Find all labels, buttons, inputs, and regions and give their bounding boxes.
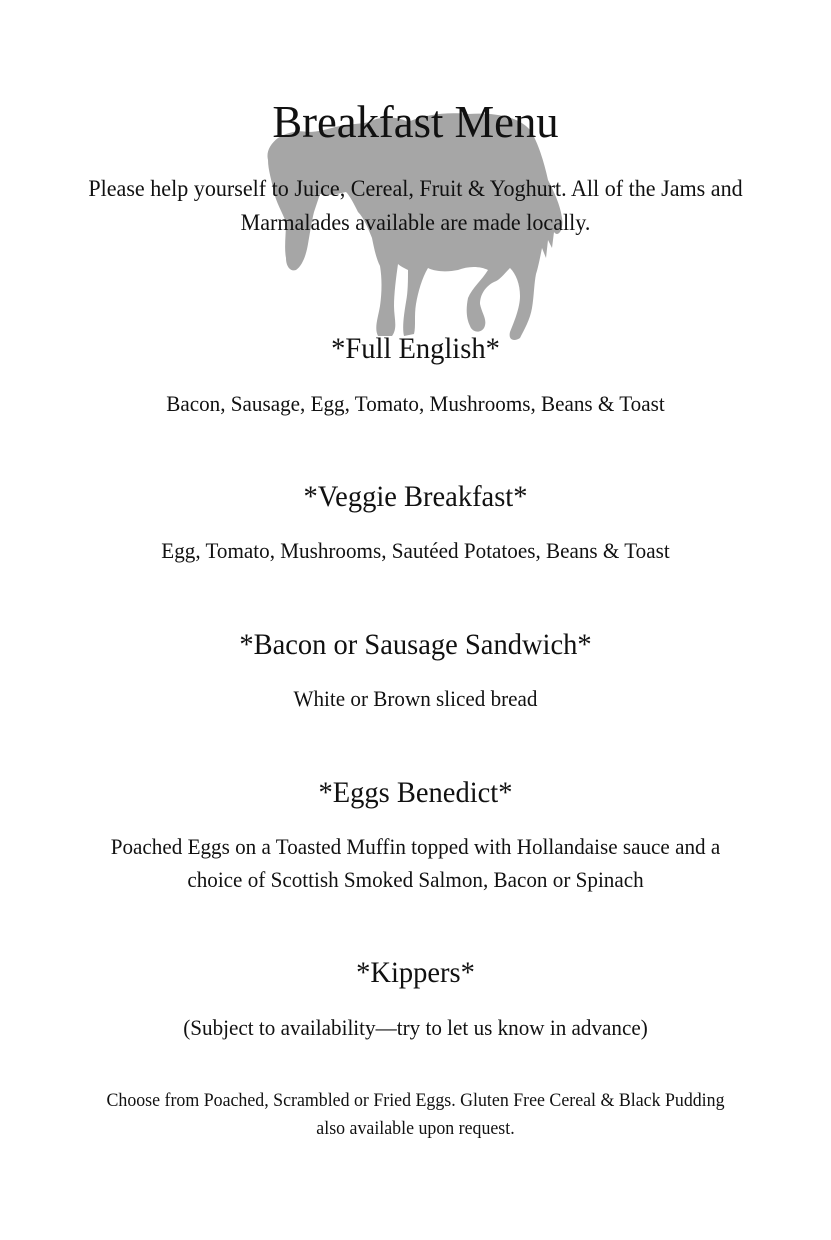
intro-line-1: Please help yourself to Juice, Cereal, Fruit & Yoghurt. All of the Jams and [88, 176, 743, 201]
menu-item-heading-full-english: *Full English* [331, 332, 500, 365]
menu-item-description-eggs-benedict-line-1: Poached Eggs on a Toasted Muffin topped with Hollandaise sauce and a [110, 834, 721, 859]
menu-item-description-veggie-breakfast: Egg, Tomato, Mushrooms, Sautéed Potatoes, Beans & Toast [161, 538, 670, 563]
menu-item-heading-veggie-breakfast: *Veggie Breakfast* [303, 480, 528, 513]
menu-item-description-full-english: Bacon, Sausage, Egg, Tomato, Mushrooms, Beans & Toast [166, 391, 665, 416]
intro-line-2: Marmalades available are made locally. [240, 210, 591, 235]
menu-item-heading-eggs-benedict: *Eggs Benedict* [318, 776, 513, 809]
menu-item-heading-kippers: *Kippers* [356, 956, 475, 989]
menu-item-description-bacon-sandwich: White or Brown sliced bread [293, 686, 538, 711]
menu-item-heading-bacon-sandwich: *Bacon or Sausage Sandwich* [239, 628, 592, 661]
menu-item-description-kippers: (Subject to availability—try to let us know in advance) [183, 1015, 648, 1040]
footnote-line-2: also available upon request. [316, 1118, 515, 1139]
page-title: Breakfast Menu [272, 96, 559, 147]
menu-item-description-eggs-benedict-line-2: choice of Scottish Smoked Salmon, Bacon or Spinach [187, 867, 644, 892]
footnote-line-1: Choose from Poached, Scrambled or Fried Eggs. Gluten Free Cereal & Black Pudding [106, 1090, 725, 1111]
